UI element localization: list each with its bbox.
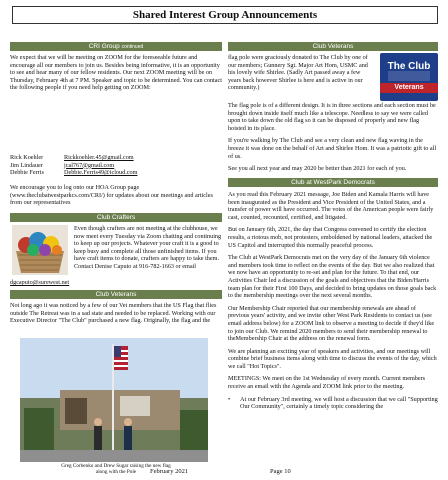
democrats-heading: Club at WestPark Democrats bbox=[291, 179, 375, 186]
logo-text-bottom: Veterans bbox=[394, 84, 424, 91]
page-title: Shared Interest Group Announcements bbox=[12, 6, 438, 24]
contact-row bbox=[10, 162, 220, 170]
footer-date: February 2021 bbox=[150, 468, 189, 475]
crafters-email-line bbox=[10, 279, 160, 287]
veterans-left-heading: Club Veterans bbox=[95, 291, 137, 298]
democrats-paragraph-1: As you read this February 2021 message, Joe Biden and Kamala Harris will have been inaugurated as the President and Vice President of the United States, and a transfer of power will have occurred. The votes of the American people were fairly cast, counted, recounted, certified, and litigated. bbox=[228, 191, 434, 221]
cri-text bbox=[10, 54, 222, 92]
cri-heading-suffix: continued bbox=[121, 44, 144, 50]
democrats-bullet-text: At our February 3rd meeting, we will host a discussion that we call "Supporting Our Community", certainly a timely topic considering the bbox=[240, 395, 438, 411]
democrats-paragraph-2: But on January 6th, 2021, the day that Congress convened to certify the election results, a riotous mob, not protesters, emboldened by national leaders, attacked the US Capitol and interrupted this normally peaceful process. bbox=[228, 226, 433, 249]
cri-paragraph-1: We expect that we will be meeting on ZOOM for the foreseeable future and encourage all our members to join us. Besides being informative, it is an opportunity to see and hear many of our fellow residents. Our next ZOOM meeting will be on Thursday, February 4th at 7 PM. Speaker and topic to be determined. You can contact the following people if you need help getting on ZOOM: bbox=[10, 54, 222, 92]
democrats-paragraph-4: Our Membership Chair reported that our membership renewals are ahead of previous years' activity, and we invite other West Park Residents to contact us (see email address below) for a ZOOM link to observe a meeting to decide if they'd like to join our Club. We remind 2020 members to send their membership renewal to theMembership Chair at the address on the renewal form. bbox=[228, 304, 435, 343]
veterans-right-paragraph-1: flag pole were graciously donated to The Club by one of our members; Gunnery Sgt. Major Art Hom, USMC and his lovely wife Shirlee. (Sadly Art passed away a few years back however Shirlee is here and is active in our community.) bbox=[228, 54, 368, 92]
democrats-bullet-item bbox=[228, 396, 438, 411]
veterans-left-paragraph: Not long ago it was noticed by a few of our Vet members that the US Flag that flies outside The Retreat was in a sad state and needed to be replaced. Working with our Executive Director "The Club" purchased a new flag. Originally, the flag and the bbox=[10, 302, 217, 325]
contact-name: Jim Lindauer bbox=[10, 161, 43, 169]
democrats-paragraph-3: The Club at WestPark Democrats met on the very day of the January 6th violence and members took time to reflect on the events of the day. But we also realized that we now have an opportunity to re-set and plan for the future. To that end, our Activities Chair led a discussion of the goals and objectives that the Biden/Harris team plan for their First 100 Days, and decided to bring updates on those goals back to the membership meetings over the next several months. bbox=[228, 254, 437, 300]
photo-caption bbox=[10, 463, 222, 475]
contact-email-link[interactable]: jcal767@gmail.com bbox=[64, 161, 115, 169]
club-veterans-logo bbox=[380, 53, 438, 101]
cri-contact-list bbox=[10, 154, 220, 177]
crafters-paragraph: Even though crafters are not meeting at the clubhouse, we now meet every Tuesday via Zoom chatting and continuing to keep up our projects. Whatever your craft it is a good to keep busy and complete all those unfinished items. If you have craft items to donate, crafters are happy to take them. Contact Denise Caputo at 916-782-1663 or email bbox=[74, 225, 222, 270]
cri-heading-bar bbox=[10, 42, 222, 51]
democrats-paragraph-6: MEETINGS: We meet on the 1st Wednesday of every month. Current members receive an email with the Agenda and ZOOM link prior to the meeting. bbox=[228, 375, 426, 391]
photo-caption-line-2: along with the Pole bbox=[95, 469, 137, 475]
veterans-right-text-1 bbox=[228, 54, 374, 92]
veterans-right-text-2 bbox=[228, 102, 438, 173]
crafters-email-link[interactable]: dgcaputo@surewest.net bbox=[10, 279, 70, 286]
contact-email-link[interactable]: Rickkoehler.45@gmail.com bbox=[64, 154, 134, 161]
contact-name: Rick Koehler bbox=[10, 154, 44, 161]
cri-text-2 bbox=[10, 184, 222, 207]
logo-text-top: The Club bbox=[387, 61, 431, 72]
contact-row bbox=[10, 154, 220, 162]
contact-row bbox=[10, 169, 220, 177]
bullet-icon: • bbox=[228, 395, 231, 403]
veterans-left-text bbox=[10, 302, 222, 325]
photo-caption-line-1: Greg Corbenko and Drew Sugar raising the new flag bbox=[61, 463, 171, 469]
veterans-right-heading-bar bbox=[228, 42, 438, 51]
democrats-heading-bar bbox=[228, 178, 438, 187]
democrats-paragraph-5: We are planning an exciting year of speakers and activities, and our meetings will combine brief business items along with time to discuss the events of the day, which we call "Hot Topics". bbox=[228, 347, 437, 370]
crafters-heading-bar bbox=[10, 213, 222, 222]
veterans-right-heading: Club Veterans bbox=[312, 43, 354, 50]
footer-page-number: Page 10 bbox=[270, 468, 291, 475]
veterans-right-paragraph-3: If you're walking by The Club and see a very clean and new flag waving in the breeze it was done on the behalf of Art and Shirlee Hom. It was a patriotic gift to all of us. bbox=[228, 137, 437, 160]
democrats-text bbox=[228, 191, 438, 411]
veterans-right-paragraph-4: See you all next year and may 2020 be better than 2021 for each of you. bbox=[228, 165, 407, 173]
crafters-text bbox=[74, 225, 222, 271]
yarn-basket-image bbox=[12, 225, 68, 275]
flag-raising-photo bbox=[20, 338, 208, 462]
cri-paragraph-2: We encourage you to log onto our HOA Group page (www.theclubatwestparkcs.com/CRI/) for updates about our meetings and articles from our representatives bbox=[10, 184, 213, 207]
veterans-right-paragraph-2: The flag pole is of a different design. It is in three sections and each section must be brought down inside itself much like a telescope. Needless to say we were called upon to take down the old flag so it can be disposed of properly and new flag hoisted in its place. bbox=[228, 102, 436, 132]
contact-name: Debbie Ferris bbox=[10, 169, 44, 177]
veterans-left-heading-bar bbox=[10, 290, 222, 299]
contact-email-link[interactable]: Debbie.Ferris49@icloud.com bbox=[64, 169, 138, 177]
cri-heading: CRI Group bbox=[88, 43, 120, 50]
crafters-heading: Club Crafters bbox=[96, 214, 136, 221]
